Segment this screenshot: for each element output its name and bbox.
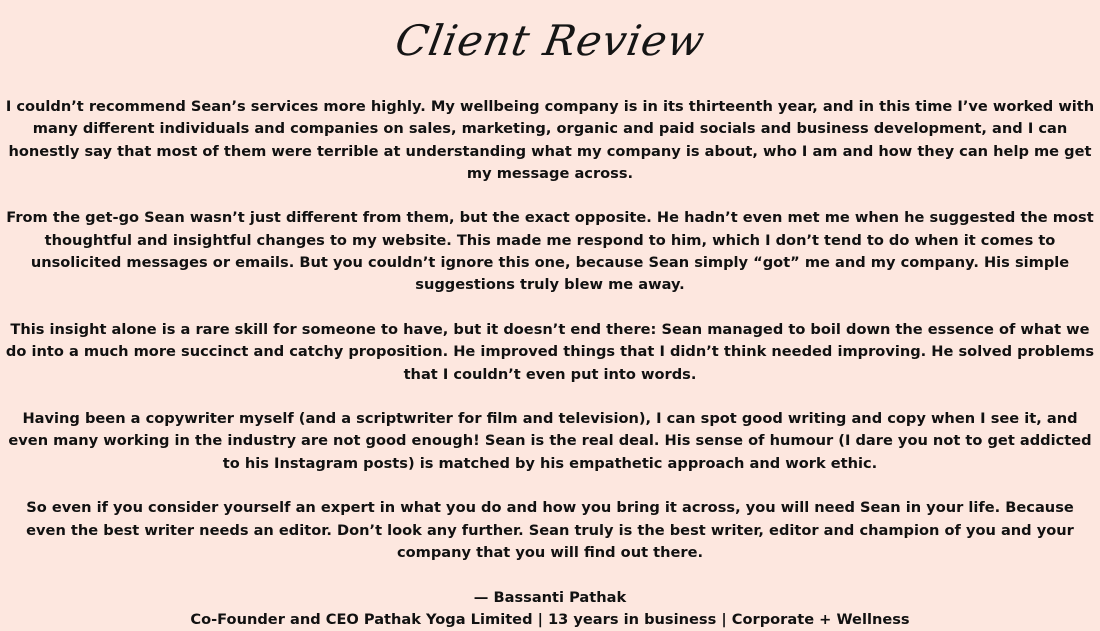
review-paragraph: I couldn’t recommend Sean’s services more highly. My wellbeing company is in its thirteenth year, and in this time I’ve worked with many different individuals and companies on sales, marketing, organic and paid socials and business development, and I can honestly say that most of them were terrible at understanding what my company is about, who I am and how they can help me get my message across. [5, 98, 1095, 182]
review-paragraph: This insight alone is a rare skill for someone to have, but it doesn’t end there: Sean managed to boil down the essence of what we do into a much more succinct and catchy proposition. He improved things that I didn’t think needed improving. He solved problems that I couldn’t even put into words. [5, 320, 1095, 383]
page-title: Client Review [391, 16, 709, 65]
review-paragraph: Having been a copywriter myself (and a scriptwriter for film and television), I can spot good writing and copy when I see it, and even many working in the industry are not good enough! Sean is the real deal. His sense of humour (I dare you not to get addicted to his Instagram posts) is matched by his empathetic approach and work ethic. [8, 410, 1092, 472]
reviewer-name: — Bassanti Pathak [473, 588, 627, 606]
review-paragraph: So even if you consider yourself an expert in what you do and how you bring it across, you will need Sean in your life. Because even the best writer needs an editor. Don’t look any further. Sean truly is the best writer, editor and champion of you and your company that you will find out there. [26, 499, 1074, 561]
title-container [0, 16, 1100, 65]
signature-block [4, 587, 1096, 631]
reviewer-role: Co-Founder and CEO Pathak Yoga Limited | 13 years in business | Corporate + Wellness [190, 610, 910, 628]
review-paragraph: From the get-go Sean wasn’t just different from them, but the exact opposite. He hadn’t even met me when he suggested the most thoughtful and insightful changes to my website. This made me respond to him, which I don’t tend to do when it comes to unsolicited messages or emails. But you couldn’t ignore this one, because Sean simply “got” me and my company. His simple suggestions truly blew me away. [6, 209, 1094, 294]
review-content [4, 96, 1096, 631]
